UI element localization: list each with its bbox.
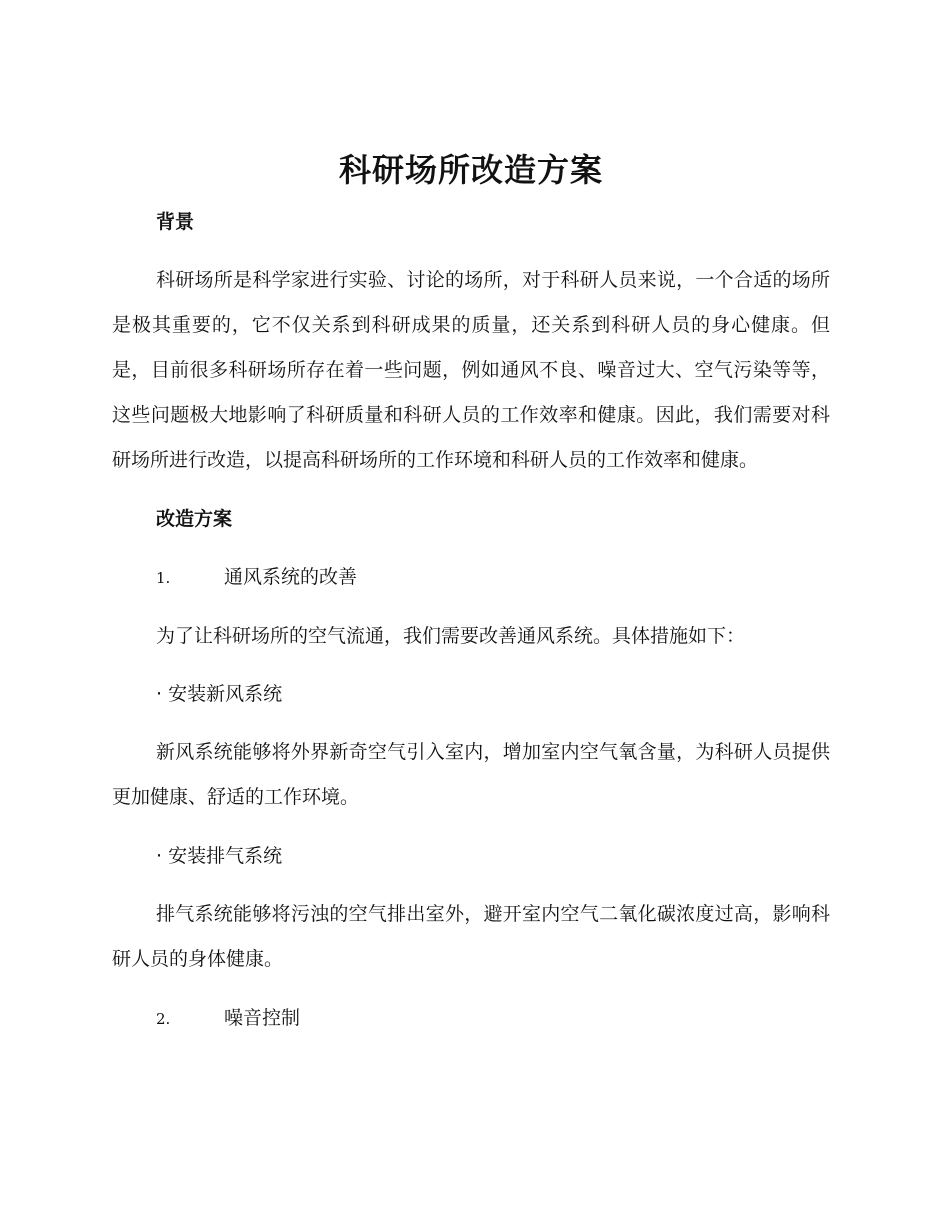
exhaust-paragraph: 排气系统能够将污浊的空气排出室外，避开室内空气二氧化碳浓度过高，影响科研人员的身体健康。 [112, 903, 830, 970]
spacer [112, 592, 830, 622]
numbered-item-noise [112, 1004, 830, 1033]
spacer [112, 236, 830, 258]
background-paragraph: 科研场所是科学家进行实验、讨论的场所，对于科研人员来说，一个合适的场所是极其重要的，它不仅关系到科研成果的质量，还关系到科研人员的身心健康。但是，目前很多科研场所存在着一些问题，例如通风不良、噪音过大、空气污染等等，这些问题极大地影响了科研质量和科研人员的工作效率和健康。因此，我们需要对科研场所进行改造，以提高科研场所的工作环境和科研人员的工作效率和健康。 [112, 269, 830, 471]
item-number: 1. [156, 569, 171, 587]
numbered-item-ventilation [112, 563, 830, 592]
document-title: 科研场所改造方案 [338, 151, 603, 189]
spacer [112, 820, 830, 842]
bullet-exhaust: · 安装排气系统 [156, 845, 283, 867]
spacer [112, 982, 830, 1004]
ventilation-intro: 为了让科研场所的空气流通，我们需要改善通风系统。具体措施如下： [156, 625, 746, 647]
spacer [112, 870, 830, 892]
item-title: 通风系统的改善 [224, 566, 358, 588]
bullet-fresh-air: · 安装新风系统 [156, 683, 283, 705]
item-title: 噪音控制 [224, 1007, 301, 1029]
spacer [112, 708, 830, 730]
spacer [112, 650, 830, 680]
item-number: 2. [156, 1010, 171, 1028]
spacer [112, 483, 830, 505]
spacer [112, 533, 830, 563]
section-heading-plan: 改造方案 [156, 508, 233, 530]
fresh-air-paragraph: 新风系统能够将外界新奇空气引入室内，增加室内空气氧含量，为科研人员提供更加健康、舒适的工作环境。 [112, 741, 830, 808]
section-heading-background: 背景 [156, 211, 195, 233]
